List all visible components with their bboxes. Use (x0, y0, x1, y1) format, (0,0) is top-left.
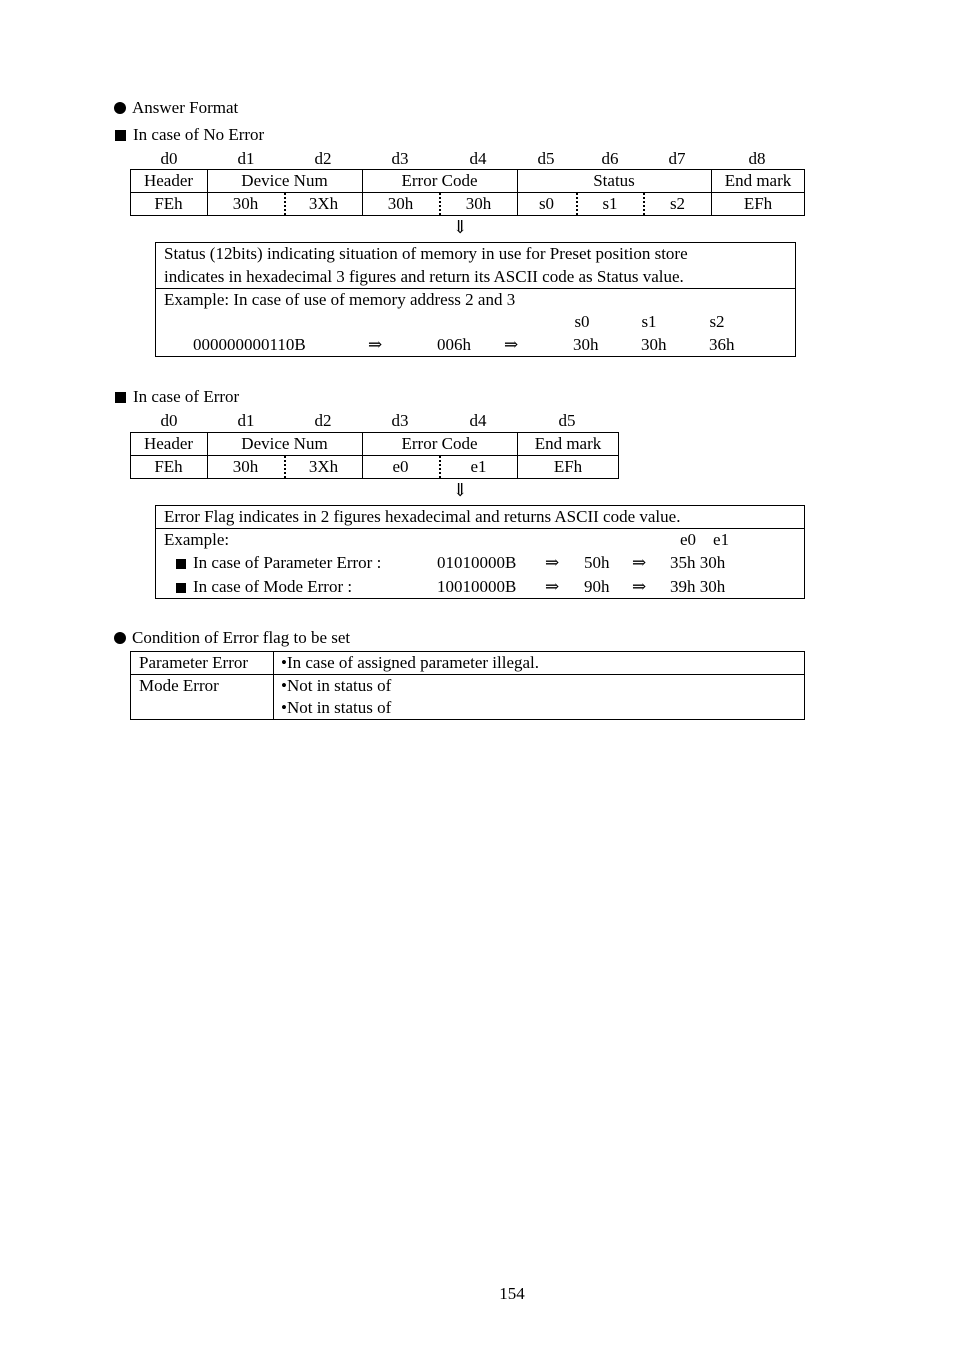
col-label: d5 (558, 411, 576, 430)
e-labels: e0 e1 (680, 530, 730, 549)
value-cell: FEh (154, 194, 183, 213)
header-cell: Header (143, 434, 194, 453)
header-cell: Error Code (401, 171, 478, 190)
s-label: s1 (641, 312, 657, 331)
bullet-square-icon (115, 130, 126, 141)
col-divider (273, 651, 274, 720)
header-cell: Device Num (241, 434, 328, 453)
section-title: In case of No Error (133, 125, 265, 144)
arrow-down-icon: ⇓ (452, 480, 468, 500)
col-label: d2 (314, 411, 332, 430)
header-cell: Status (593, 171, 635, 190)
col-label: d1 (237, 411, 255, 430)
value-cell: 3Xh (308, 194, 339, 213)
bullet-dot-icon (114, 632, 126, 644)
row-label: In case of Mode Error : (193, 577, 353, 596)
condition-desc: •In case of assigned parameter illegal. (281, 653, 540, 672)
section-condition (114, 628, 350, 648)
section-title: Condition of Error flag to be set (132, 628, 351, 647)
mode-error-ascii: 39h 30h (670, 577, 726, 596)
value-cell: 30h (232, 457, 259, 476)
error-flag-desc: Error Flag indicates in 2 figures hexadecimal and returns ASCII code value. (164, 507, 681, 526)
arrow-right-icon: ⇒ (368, 335, 383, 354)
arrow-right-icon: ⇒ (545, 577, 560, 596)
col-label: d1 (237, 149, 255, 168)
value-cell: EFh (743, 194, 773, 213)
parameter-error-ascii: 35h 30h (670, 553, 726, 572)
col-label: d2 (314, 149, 332, 168)
status-hex: 006h (437, 335, 471, 354)
section-error (115, 387, 239, 407)
s-label: s0 (574, 312, 590, 331)
status-desc-line2: indicates in hexadecimal 3 figures and return its ASCII code as Status value. (164, 267, 684, 286)
parameter-error-row (176, 553, 381, 573)
col-label: d8 (748, 149, 766, 168)
s-value: 30h (573, 335, 599, 354)
section-title: In case of Error (133, 387, 240, 406)
col-label: d6 (601, 149, 619, 168)
page-number: 154 (499, 1284, 525, 1303)
col-label: d4 (469, 149, 487, 168)
value-cell: e1 (470, 457, 487, 476)
row-divider (130, 674, 805, 675)
col-label: d3 (391, 149, 409, 168)
mode-error-binary: 10010000B (437, 577, 517, 596)
bullet-square-icon (176, 559, 186, 569)
value-cell: s1 (602, 194, 618, 213)
value-cell: s2 (669, 194, 686, 213)
col-label: d7 (668, 149, 686, 168)
arrow-down-icon: ⇓ (452, 217, 468, 237)
header-cell: End mark (534, 434, 602, 453)
header-cell: End mark (724, 171, 792, 190)
arrow-right-icon: ⇒ (545, 553, 560, 572)
mode-error-hex: 90h (584, 577, 610, 596)
parameter-error-binary: 01010000B (437, 553, 517, 572)
parameter-error-hex: 50h (584, 553, 610, 572)
bullet-dot-icon (114, 102, 126, 114)
col-label: d3 (391, 411, 409, 430)
value-cell: 3Xh (308, 457, 339, 476)
header-cell: Header (143, 171, 194, 190)
arrow-right-icon: ⇒ (504, 335, 519, 354)
condition-name: Parameter Error (139, 653, 249, 672)
col-label: d0 (160, 411, 178, 430)
arrow-right-icon: ⇒ (632, 577, 647, 596)
value-cell: e0 (392, 457, 409, 476)
status-binary: 000000000110B (193, 335, 306, 354)
value-cell: 30h (387, 194, 414, 213)
value-cell: EFh (553, 457, 583, 476)
error-example: Example: (164, 530, 230, 549)
value-cell: s0 (538, 194, 555, 213)
section-answer-format (114, 98, 238, 118)
box-divider (155, 528, 805, 529)
s-label: s2 (709, 312, 725, 331)
s-value: 30h (641, 335, 667, 354)
arrow-right-icon: ⇒ (632, 553, 647, 572)
row-label: In case of Parameter Error : (193, 553, 382, 572)
bullet-square-icon (115, 392, 126, 403)
section-no-error (115, 125, 264, 145)
condition-desc: •Not in status of (281, 698, 392, 717)
col-label: d5 (537, 149, 555, 168)
section-title: Answer Format (132, 98, 239, 117)
mode-error-row (176, 577, 352, 597)
value-cell: 30h (465, 194, 492, 213)
s-value: 36h (709, 335, 735, 354)
condition-desc: •Not in status of (281, 676, 392, 695)
status-desc-line1: Status (12bits) indicating situation of memory in use for Preset position store (164, 244, 688, 263)
col-label: d0 (160, 149, 178, 168)
col-label: d4 (469, 411, 487, 430)
header-cell: Error Code (401, 434, 478, 453)
bullet-square-icon (176, 583, 186, 593)
value-cell: FEh (154, 457, 183, 476)
status-example: Example: In case of use of memory address 2 and 3 (164, 290, 516, 309)
box-divider (155, 288, 796, 289)
value-cell: 30h (232, 194, 259, 213)
header-cell: Device Num (241, 171, 328, 190)
condition-name: Mode Error (139, 676, 219, 695)
